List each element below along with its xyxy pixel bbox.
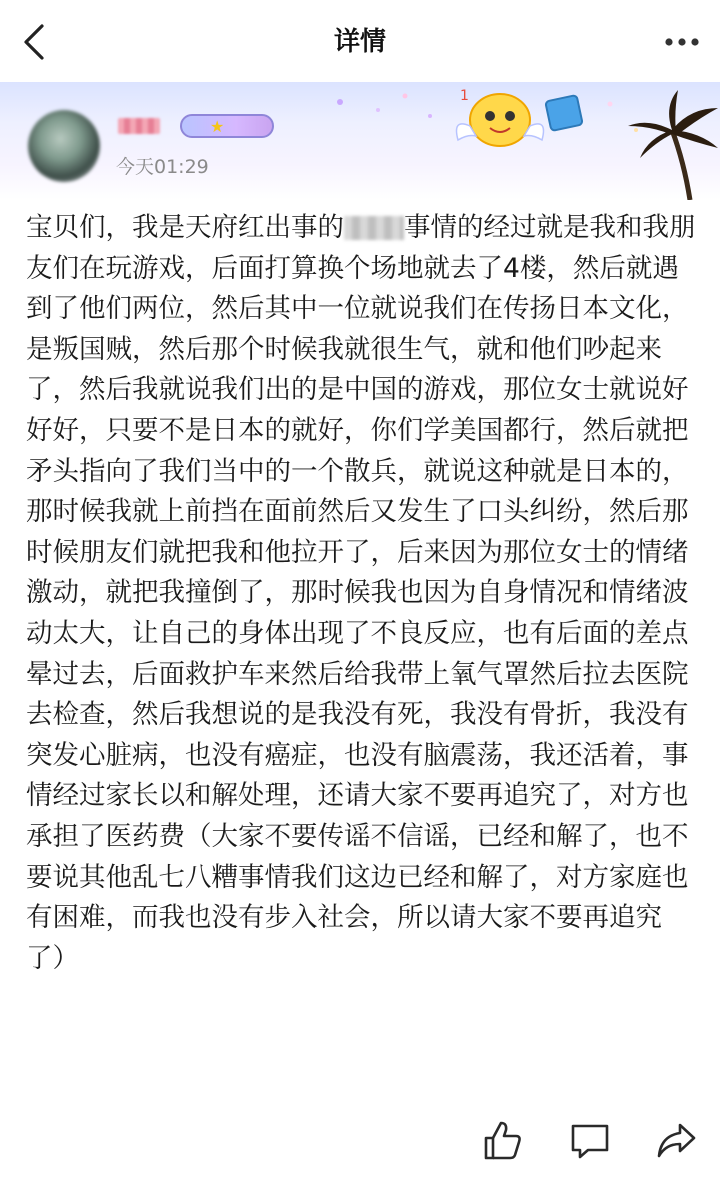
- page-title: 详情: [333, 27, 386, 57]
- post-body: [26, 208, 698, 979]
- more-options-button[interactable]: [660, 24, 704, 60]
- post-header-banner: [0, 82, 720, 200]
- star-icon: ★: [210, 117, 225, 136]
- post-body-text-rest: 事情的经过就是我和我朋友们在玩游戏，后面打算换个场地就去了4楼，然后就遇到了他们两位，然后其中一位就说我们在传扬日本文化，是叛国贼，然后那个时候我就很生气，就和他们吵起来了，然后我就说我们出的是中国的游戏，那位女士就说好好好，只要不是日本的就好，你们学美国都行，然后就把矛头指向了我们当中的一个散兵，就说这种就是日本的，那时候我就上前挡在面前然后又发生了口头纠纷，然后那时候朋友们就把我和他拉开了，后来因为那位女士的情绪激动，就把我撞倒了，那时候我也因为自身情况和情绪波动太大，让自己的身体出现了不良反应，也有后面的差点晕过去，后面救护车来然后给我带上氧气罩然后拉去医院去检查，然后我想说的是我没有死，我没有骨折，我没有突发心脏病，也没有癌症，也没有脑震荡，我还活着，事情经过家长以和解处理，还请大家不要再追究了，对方也承担了医药费（大家不要传谣不信谣，已经和解了，也不要说其他乱七八糟事情我们这边已经和解了，对方家庭也有困难，而我也没有步入社会，所以请大家不要再追究了）: [26, 212, 696, 974]
- share-button[interactable]: [652, 1116, 700, 1164]
- post-body-text-start: 宝贝们，我是天府红出事的: [26, 212, 344, 243]
- username[interactable]: [118, 118, 160, 134]
- top-navigation-bar: [0, 0, 720, 82]
- avatar[interactable]: [28, 110, 100, 182]
- more-dots-icon: [664, 37, 700, 47]
- svg-text:1: 1: [460, 88, 469, 104]
- share-arrow-icon: [654, 1118, 698, 1162]
- user-level-badge: [180, 114, 274, 138]
- decorative-banner-artwork: [0, 82, 720, 200]
- thumbs-up-icon: [480, 1118, 524, 1162]
- redacted-name: [344, 216, 404, 240]
- like-button[interactable]: [478, 1116, 526, 1164]
- post-timestamp: 今天01:29: [116, 156, 209, 178]
- comment-button[interactable]: [566, 1116, 614, 1164]
- comment-bubble-icon: [568, 1118, 612, 1162]
- post-action-bar: [0, 1108, 720, 1168]
